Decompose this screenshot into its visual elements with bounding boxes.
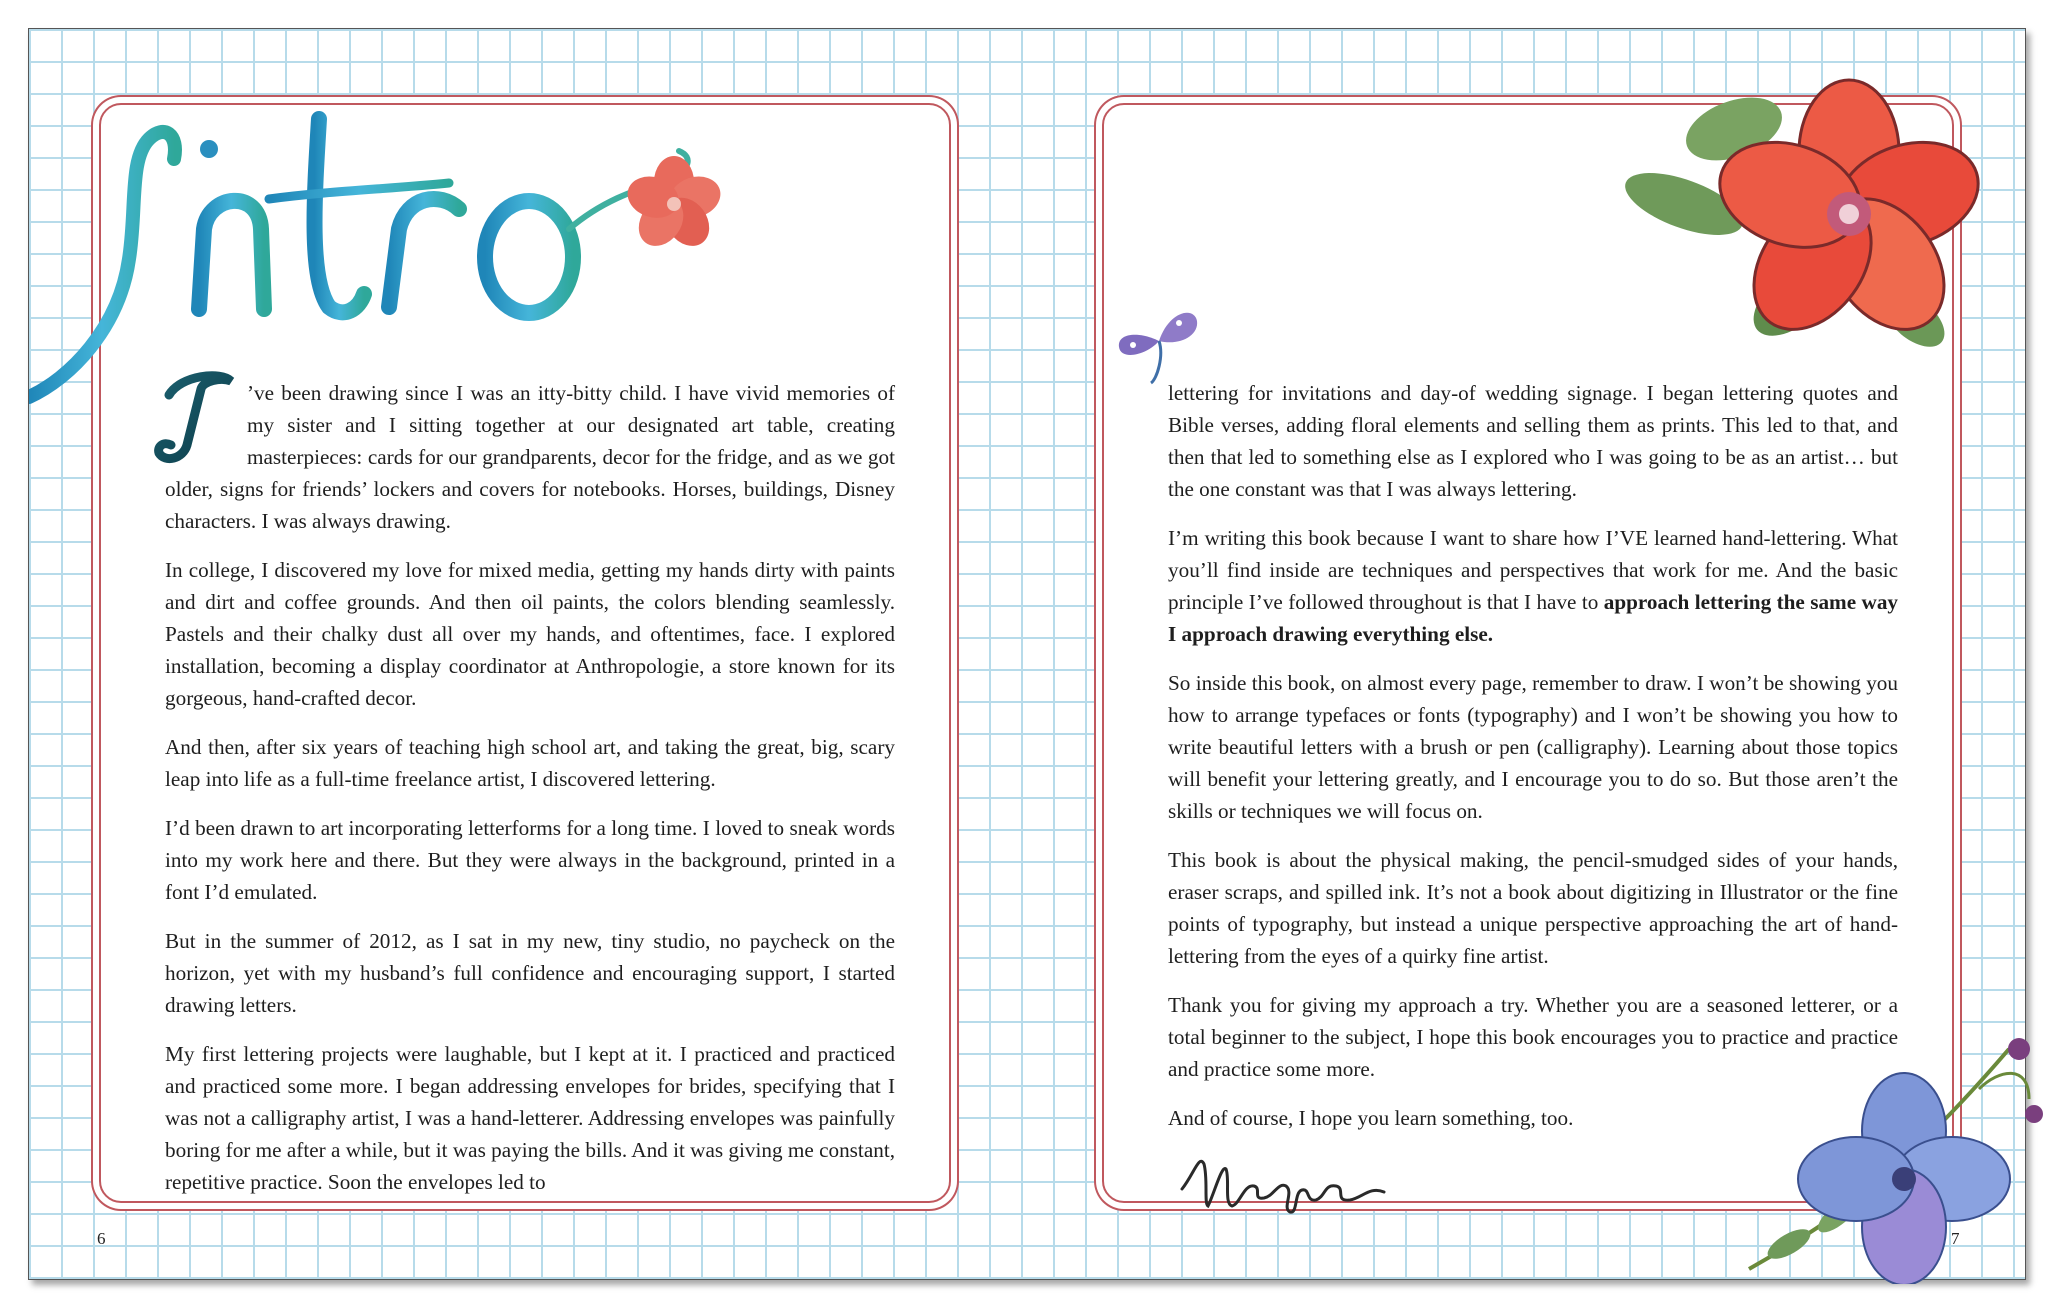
book-spread xyxy=(28,28,2026,1280)
large-red-flower-icon xyxy=(1614,69,1994,369)
paragraph-6: My first lettering projects were laughable, but I kept at it. I practiced and practiced and practiced some more. I began addressing envelopes for brides, specifying that I was not a calligraphy artist, I was a hand-letterer. Addressing envelopes was painfully boring for me after a while, but it was paying the bills. And it was giving me constant, repetitive practice. Soon the envelopes led to xyxy=(165,1042,895,1194)
paragraph-11: Thank you for giving my approach a try. Whether you are a seasoned letterer, or a total beginner to the subject, I hope this book encourages you to practice and practice and practice some more. xyxy=(1168,993,1898,1081)
paragraph-9: So inside this book, on almost every page, remember to draw. I won’t be showing you how to arrange typefaces or fonts (typography) and I won’t be showing you how to write beautiful letters with a brush or pen (calligraphy). Learning about those topics will benefit your lettering greatly, and I encourage you to do so. But those aren’t the skills or techniques we will focus on. xyxy=(1168,671,1898,823)
small-red-flower-icon xyxy=(619,149,729,259)
emphasis-text: approach lettering the same way I approach drawing everything else. xyxy=(1168,590,1899,646)
paragraph-8-text: I’m writing this book because I want to share how I’VE learned hand-lettering. What you’ll find inside are techniques and perspectives that work for me. And the basic principle I’ve followed throughout is that I have to xyxy=(1168,526,1898,614)
paragraph-3: And then, after six years of teaching high school art, and taking the great, big, scary leap into life as a full-time freelance artist, I discovered lettering. xyxy=(165,735,895,791)
paragraph-7: lettering for invitations and day-of wedding signage. I began lettering quotes and Bible verses, adding floral elements and selling them as prints. This led to that, and then that led to something else as I explored who I was going to be as an artist… but the one constant was that I was always lettering. xyxy=(1168,381,1898,501)
paragraph-12: And of course, I hope you learn something, too. xyxy=(1168,1106,1574,1130)
paragraph-4: I’d been drawn to art incorporating letterforms for a long time. I loved to sneak words into my work here and there. But they were always in the background, printed in a font I’d emulated. xyxy=(165,816,895,904)
blue-flower-icon xyxy=(1729,1029,2048,1284)
butterfly-icon xyxy=(1109,291,1209,391)
paragraph-5: But in the summer of 2012, as I sat in my new, tiny studio, no paycheck on the horizon, yet with my husband’s full confidence and encouraging support, I started drawing letters. xyxy=(165,929,895,1017)
paragraph-1-text: ’ve been drawing since I was an itty-bitty child. I have vivid memories of my sister and I sitting together at our designated art table, creating masterpieces: cards for our grandparents, decor for the fridge, and as we got older, signs for friends’ lockers and covers for notebooks. Horses, buildings, Disney characters. I was always drawing. xyxy=(165,381,895,533)
page-number-right: 7 xyxy=(1951,1229,1960,1248)
signature-megan xyxy=(1174,1134,1394,1224)
paragraph-2: In college, I discovered my love for mixed media, getting my hands dirty with paints and dirt and coffee grounds. And then oil paints, the colors blending seamlessly. Pastels and their chalky dust all over my hands, and oftentimes, face. I explored installation, becoming a display coordinator at Anthropologie, a store known for its gorgeous, hand-crafted decor. xyxy=(165,558,895,710)
paragraph-8 xyxy=(1168,522,1898,650)
left-page-text xyxy=(165,377,895,1215)
paragraph-10: This book is about the physical making, the pencil-smudged sides of your hands, eraser scraps, and spilled ink. It’s not a book about digitizing in Illustrator or the fine points of typography, but instead a unique perspective approaching the art of hand-lettering from the eyes of a quirky fine artist. xyxy=(1168,848,1898,968)
page-number-left: 6 xyxy=(97,1229,106,1248)
